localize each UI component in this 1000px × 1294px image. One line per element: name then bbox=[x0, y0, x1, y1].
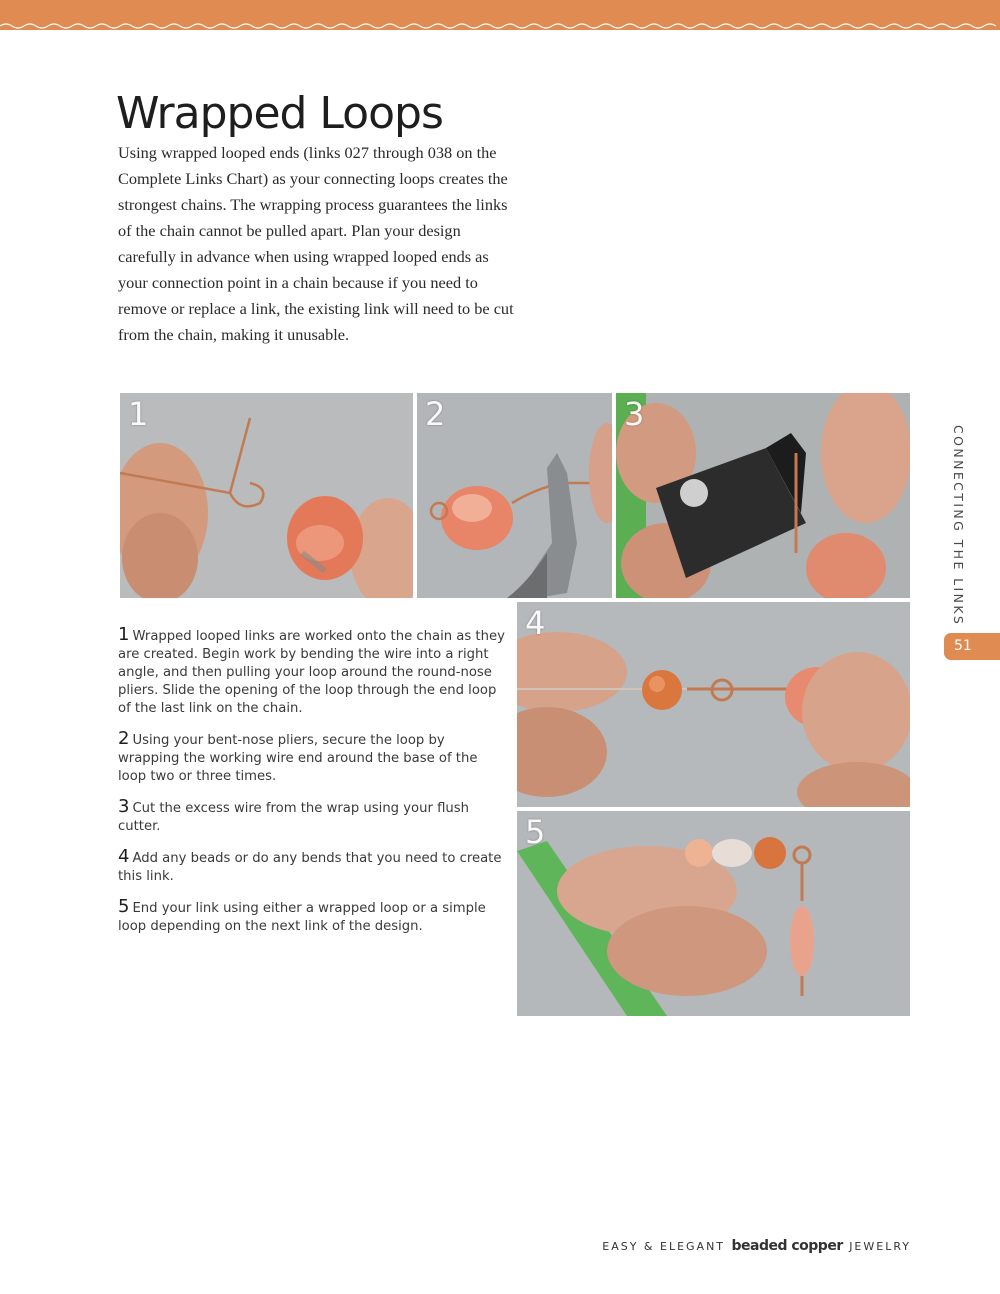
step-4 bbox=[118, 848, 508, 886]
step-photo-4 bbox=[517, 602, 910, 807]
step-5 bbox=[118, 898, 508, 936]
step-photo-5 bbox=[517, 811, 910, 1016]
photo-illustration bbox=[517, 602, 910, 807]
photo-illustration bbox=[616, 393, 910, 598]
step-number: 3 bbox=[118, 796, 130, 817]
step-text: Add any beads or do any bends that you need to create this link. bbox=[118, 851, 502, 884]
photo-number: 2 bbox=[425, 395, 446, 433]
footer-title-part1: EASY & ELEGANT bbox=[602, 1240, 726, 1253]
section-label bbox=[948, 425, 968, 625]
book-title-footer bbox=[602, 1237, 911, 1255]
step-text: Using your bent-nose pliers, secure the loop by wrapping the working wire end around the base of the loop two or three times. bbox=[118, 733, 478, 784]
section-label-text: CONNECTING THE LINKS bbox=[951, 425, 966, 627]
photo-number: 1 bbox=[128, 395, 149, 433]
footer-title-part2: beaded copper bbox=[731, 1238, 843, 1254]
step-3 bbox=[118, 798, 508, 836]
step-instructions bbox=[118, 626, 508, 948]
step-text: Cut the excess wire from the wrap using your flush cutter. bbox=[118, 801, 469, 834]
photo-number: 4 bbox=[525, 604, 546, 642]
step-2 bbox=[118, 730, 508, 786]
step-number: 2 bbox=[118, 728, 130, 749]
wavy-border-decoration bbox=[0, 22, 1000, 30]
page-title: Wrapped Loops bbox=[116, 88, 443, 139]
header-band bbox=[0, 0, 1000, 30]
step-text: Wrapped looped links are worked onto the chain as they are created. Begin work by bending the wire into a right angle, and then pulling your loop around the round-nose pliers. Slide the opening of the loop through the end loop of the last link on the chain. bbox=[118, 629, 505, 716]
step-1 bbox=[118, 626, 508, 718]
photo-number: 3 bbox=[624, 395, 645, 433]
step-number: 1 bbox=[118, 624, 130, 645]
page-number-tab bbox=[944, 633, 1000, 660]
step-photo-3 bbox=[616, 393, 910, 598]
step-photo-1 bbox=[120, 393, 413, 598]
photo-number: 5 bbox=[525, 813, 546, 851]
photo-illustration bbox=[517, 811, 910, 1016]
intro-paragraph: Using wrapped looped ends (links 027 through 038 on the Complete Links Chart) as your connecting loops creates the strongest chains. The wrapping process guarantees the links of the chain cannot be pulled apart. Plan your design carefully in advance when using wrapped looped ends as your connection point in a chain because if you need to remove or replace a link, the existing link will need to be cut from the chain, making it unusable. bbox=[118, 143, 514, 344]
step-text: End your link using either a wrapped loop or a simple loop depending on the next link of the design. bbox=[118, 901, 486, 934]
step-number: 5 bbox=[118, 896, 130, 917]
page-number: 51 bbox=[954, 638, 972, 654]
step-photo-2 bbox=[417, 393, 612, 598]
footer-title-part3: JEWELRY bbox=[849, 1240, 911, 1253]
photo-illustration bbox=[417, 393, 612, 598]
step-number: 4 bbox=[118, 846, 130, 867]
photo-illustration bbox=[120, 393, 413, 598]
